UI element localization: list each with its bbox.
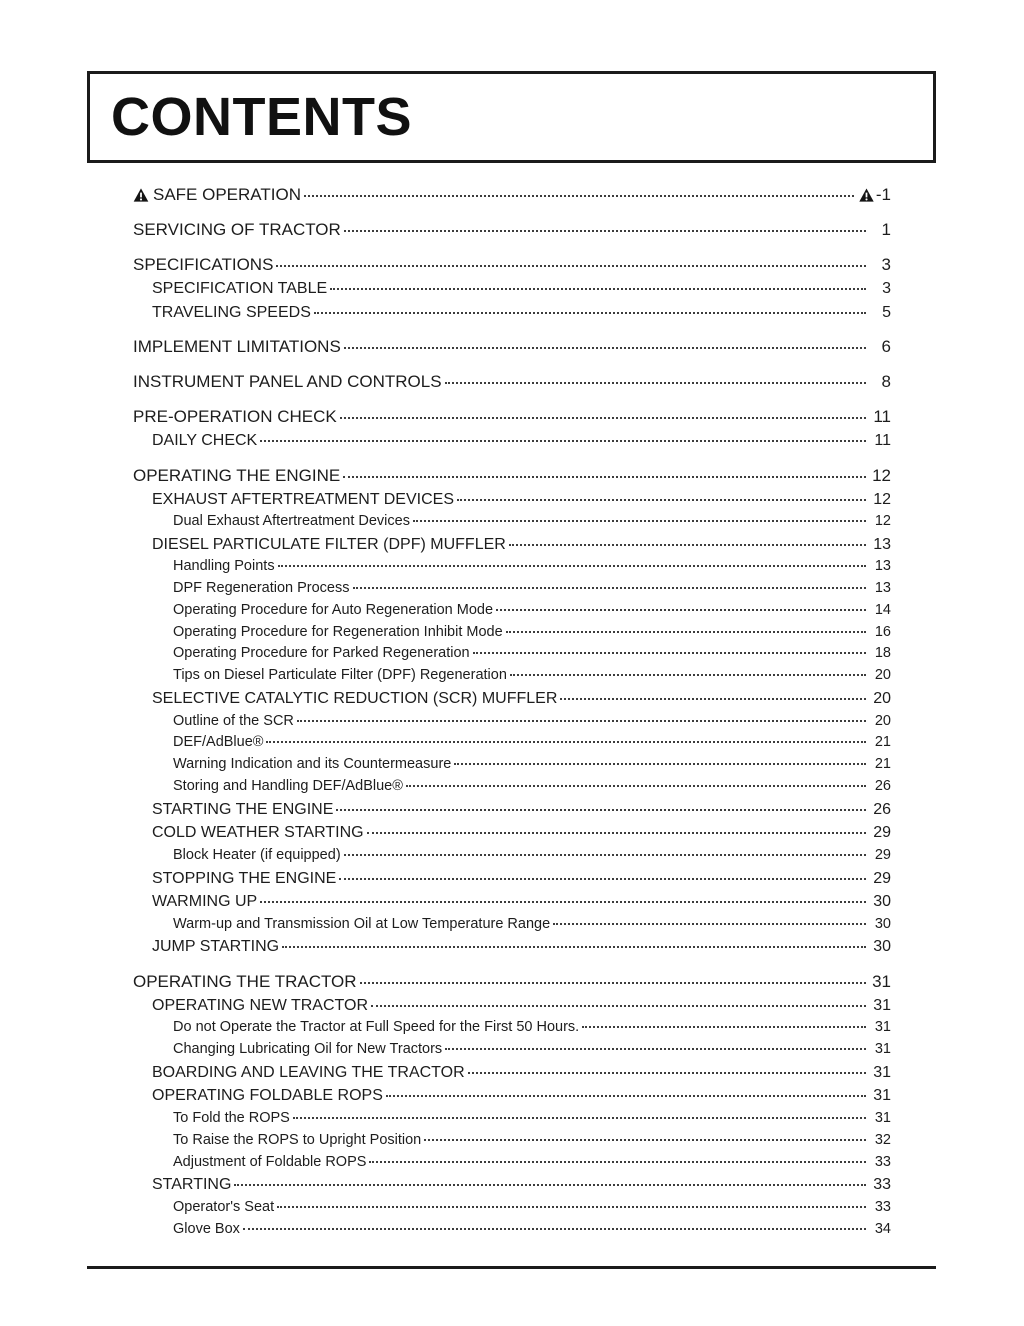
toc-entry xyxy=(133,1219,891,1241)
toc-entry-label: SERVICING OF TRACTOR xyxy=(133,220,341,239)
toc-entry-label: To Raise the ROPS to Upright Position xyxy=(173,1131,422,1148)
dot-leader xyxy=(496,609,866,611)
toc-entry xyxy=(133,556,891,578)
toc-entry xyxy=(133,488,891,512)
toc-entry-label: DPF Regeneration Process xyxy=(173,580,350,597)
dot-leader xyxy=(344,854,866,856)
toc-entry-label: INSTRUMENT PANEL AND CONTROLS xyxy=(133,372,442,391)
dot-leader xyxy=(297,720,866,722)
dot-leader xyxy=(293,1117,866,1119)
toc-entry xyxy=(133,218,891,242)
toc-entry xyxy=(133,464,891,488)
toc-entry-label: Warm-up and Transmission Oil at Low Temperature Range xyxy=(173,915,551,932)
toc-entry-page: 5 xyxy=(882,303,891,321)
dot-leader xyxy=(266,741,866,743)
dot-leader xyxy=(386,1095,866,1097)
toc-entry xyxy=(133,711,891,733)
toc-entry-page: 11 xyxy=(873,407,891,426)
warning-icon xyxy=(133,185,149,209)
toc-entry-page: 21 xyxy=(874,734,891,751)
dot-leader xyxy=(344,347,866,349)
dot-leader xyxy=(582,1026,866,1028)
dot-leader xyxy=(445,382,866,384)
dot-leader xyxy=(276,265,866,267)
toc-entry-label: TRAVELING SPEEDS xyxy=(152,303,311,321)
toc-entry-page: 20 xyxy=(874,667,891,684)
toc-entry-page: 14 xyxy=(874,601,891,618)
toc-entry xyxy=(133,370,891,394)
toc-entry-label: Do not Operate the Tractor at Full Speed for the First 50 Hours. xyxy=(173,1019,580,1036)
toc-entry xyxy=(133,1017,891,1039)
toc-entry xyxy=(133,914,891,936)
toc-entry-label: COLD WEATHER STARTING xyxy=(152,824,364,842)
toc-entry-page: 33 xyxy=(873,1176,891,1194)
dot-leader xyxy=(340,417,866,419)
footer-rule xyxy=(87,1266,936,1269)
toc-entry xyxy=(133,578,891,600)
dot-leader xyxy=(314,312,866,314)
toc-entry-label: SAFE OPERATION xyxy=(133,183,301,209)
dot-leader xyxy=(339,878,866,880)
toc-entry-label: Tips on Diesel Particulate Filter (DPF) Regeneration xyxy=(173,667,507,684)
toc-entry xyxy=(133,335,891,359)
toc-entry-label: WARMING UP xyxy=(152,893,258,911)
toc-entry-page: 33 xyxy=(874,1153,891,1170)
dot-leader xyxy=(369,1161,866,1163)
toc-entry xyxy=(133,798,891,822)
toc-entry xyxy=(133,405,891,429)
toc-entry-page: 31 xyxy=(873,1063,891,1081)
toc-entry xyxy=(133,732,891,754)
toc-entry-page: 6 xyxy=(881,337,891,356)
toc-entry-label: Operator's Seat xyxy=(173,1198,275,1215)
toc-entry-label: Changing Lubricating Oil for New Tractors xyxy=(173,1041,443,1058)
toc-entry-label: Operating Procedure for Regeneration Inhibit Mode xyxy=(173,623,503,640)
toc-entry-page: 3 xyxy=(882,280,891,297)
toc-entry-page: -1 xyxy=(859,183,891,209)
toc-entry-page: 31 xyxy=(874,1109,891,1126)
toc-entry xyxy=(133,622,891,644)
toc-entry-label: OPERATING THE ENGINE xyxy=(133,465,341,485)
toc-entry-label: To Fold the ROPS xyxy=(173,1109,290,1126)
toc-entry xyxy=(133,867,891,891)
dot-leader xyxy=(510,674,866,676)
toc-entry-page: 13 xyxy=(874,558,891,575)
toc-entry xyxy=(133,845,891,867)
dot-leader xyxy=(234,1184,866,1186)
toc-entry xyxy=(133,754,891,776)
toc-entry xyxy=(133,970,891,994)
toc-entry-page: 32 xyxy=(874,1131,891,1148)
dot-leader xyxy=(260,901,866,903)
toc-entry xyxy=(133,1197,891,1219)
toc-entry xyxy=(133,277,891,301)
toc-entry-page: 21 xyxy=(874,756,891,773)
toc-entry xyxy=(133,429,891,453)
toc-entry-page: 26 xyxy=(874,777,891,794)
dot-leader xyxy=(353,587,867,589)
toc-entry-page: 3 xyxy=(881,255,891,274)
toc-entry-page: 31 xyxy=(874,1019,891,1036)
dot-leader xyxy=(282,946,866,948)
toc-entry xyxy=(133,1061,891,1085)
toc-entry-label: Operating Procedure for Parked Regeneration xyxy=(173,645,470,662)
toc-entry-page: 34 xyxy=(874,1220,891,1237)
toc-entry-page: 12 xyxy=(874,513,891,529)
toc-entry xyxy=(133,1152,891,1174)
toc-entry-page: 18 xyxy=(874,645,891,662)
contents-header-box xyxy=(87,71,936,163)
dot-leader xyxy=(457,499,866,501)
dot-leader xyxy=(413,520,866,522)
toc-entry xyxy=(133,643,891,665)
dot-leader xyxy=(371,1005,866,1007)
toc-entry-label: Outline of the SCR xyxy=(173,712,294,729)
toc-entry-page: 33 xyxy=(874,1198,891,1215)
toc-entry-label: Dual Exhaust Aftertreatment Devices xyxy=(173,513,410,529)
toc-entry-page: 31 xyxy=(874,1041,891,1058)
dot-leader xyxy=(454,763,866,765)
dot-leader xyxy=(243,1228,866,1230)
toc-entry-label: Block Heater (if equipped) xyxy=(173,846,341,863)
toc-entry-label: STARTING THE ENGINE xyxy=(152,800,334,818)
dot-leader xyxy=(260,440,866,442)
toc-entry-page: 12 xyxy=(872,465,891,485)
toc-entry-page: 20 xyxy=(874,712,891,729)
toc-entry-label: JUMP STARTING xyxy=(152,938,280,956)
toc-entry-page: 13 xyxy=(873,535,891,553)
toc-list xyxy=(133,183,891,1240)
toc-entry-label: PRE-OPERATION CHECK xyxy=(133,407,337,426)
toc-entry-label: SELECTIVE CATALYTIC REDUCTION (SCR) MUFFLER xyxy=(152,690,558,708)
dot-leader xyxy=(509,544,866,546)
dot-leader xyxy=(406,785,866,787)
toc-entry-page: 31 xyxy=(872,971,891,991)
toc-entry xyxy=(133,665,891,687)
toc-entry-label: OPERATING FOLDABLE ROPS xyxy=(152,1087,383,1105)
dot-leader xyxy=(277,1206,866,1208)
toc-entry xyxy=(133,935,891,959)
toc-entry-label: SPECIFICATIONS xyxy=(133,255,274,274)
toc-entry-label: Storing and Handling DEF/AdBlue® xyxy=(173,777,403,794)
toc-entry xyxy=(133,776,891,798)
toc-entry-label: DIESEL PARTICULATE FILTER (DPF) MUFFLER xyxy=(152,535,506,553)
toc-entry xyxy=(133,994,891,1018)
toc-entry xyxy=(133,890,891,914)
toc-entry xyxy=(133,821,891,845)
toc-entry xyxy=(133,1173,891,1197)
toc-entry-page: 30 xyxy=(874,915,891,932)
dot-leader xyxy=(445,1048,866,1050)
dot-leader xyxy=(278,565,866,567)
toc-entry xyxy=(133,1130,891,1152)
dot-leader xyxy=(343,476,866,478)
toc-entry-page: 12 xyxy=(873,490,891,508)
dot-leader xyxy=(360,982,866,984)
toc-entry-label: SPECIFICATION TABLE xyxy=(152,280,328,297)
dot-leader xyxy=(506,631,866,633)
toc-entry-page: 13 xyxy=(874,580,891,597)
toc-entry xyxy=(133,1084,891,1108)
toc-entry-label: Operating Procedure for Auto Regeneration Mode xyxy=(173,601,494,618)
toc-entry-page: 29 xyxy=(873,824,891,842)
toc-entry xyxy=(133,183,891,207)
toc-entry-label: OPERATING THE TRACTOR xyxy=(133,971,357,991)
toc-entry xyxy=(133,1039,891,1061)
toc-entry-page: 8 xyxy=(881,372,891,391)
toc-entry xyxy=(133,511,891,533)
toc-entry-page: 31 xyxy=(873,1087,891,1105)
toc-entry xyxy=(133,687,891,711)
dot-leader xyxy=(367,832,866,834)
toc-entry-label: Handling Points xyxy=(173,558,275,575)
toc-entry-page: 29 xyxy=(873,869,891,887)
toc-entry-label: OPERATING NEW TRACTOR xyxy=(152,996,369,1014)
toc-entry-label: Adjustment of Foldable ROPS xyxy=(173,1153,367,1170)
toc-entry-label: DAILY CHECK xyxy=(152,432,258,449)
toc-entry-label: IMPLEMENT LIMITATIONS xyxy=(133,337,341,356)
toc-entry xyxy=(133,533,891,557)
toc-entry-page: 31 xyxy=(873,996,891,1014)
toc-entry xyxy=(133,301,891,325)
dot-leader xyxy=(560,698,866,700)
dot-leader xyxy=(473,652,866,654)
toc-entry-page: 26 xyxy=(873,800,891,818)
dot-leader xyxy=(424,1139,866,1141)
toc-entry-page: 1 xyxy=(881,220,891,239)
toc-entry-page: 16 xyxy=(874,623,891,640)
page-title: CONTENTS xyxy=(111,87,412,147)
dot-leader xyxy=(553,923,866,925)
toc-entry-label: Glove Box xyxy=(173,1220,240,1237)
toc-entry-label: BOARDING AND LEAVING THE TRACTOR xyxy=(152,1063,465,1081)
toc-entry xyxy=(133,253,891,277)
warning-icon xyxy=(859,185,874,209)
toc-entry-label: EXHAUST AFTERTREATMENT DEVICES xyxy=(152,490,454,508)
toc-entry-page: 11 xyxy=(874,432,891,449)
dot-leader xyxy=(336,809,866,811)
toc-entry-page: 30 xyxy=(873,893,891,911)
dot-leader xyxy=(468,1072,866,1074)
toc-entry-label: DEF/AdBlue® xyxy=(173,734,264,751)
toc-entry-page: 20 xyxy=(873,690,891,708)
toc-entry-page: 30 xyxy=(873,938,891,956)
dot-leader xyxy=(304,195,854,197)
toc-entry-label: Warning Indication and its Countermeasure xyxy=(173,756,452,773)
dot-leader xyxy=(330,288,866,290)
dot-leader xyxy=(344,230,866,232)
toc-entry xyxy=(133,600,891,622)
toc-entry-page: 29 xyxy=(874,846,891,863)
toc-entry-label: STARTING xyxy=(152,1176,232,1194)
toc-entry xyxy=(133,1108,891,1130)
toc-entry-label: STOPPING THE ENGINE xyxy=(152,869,337,887)
